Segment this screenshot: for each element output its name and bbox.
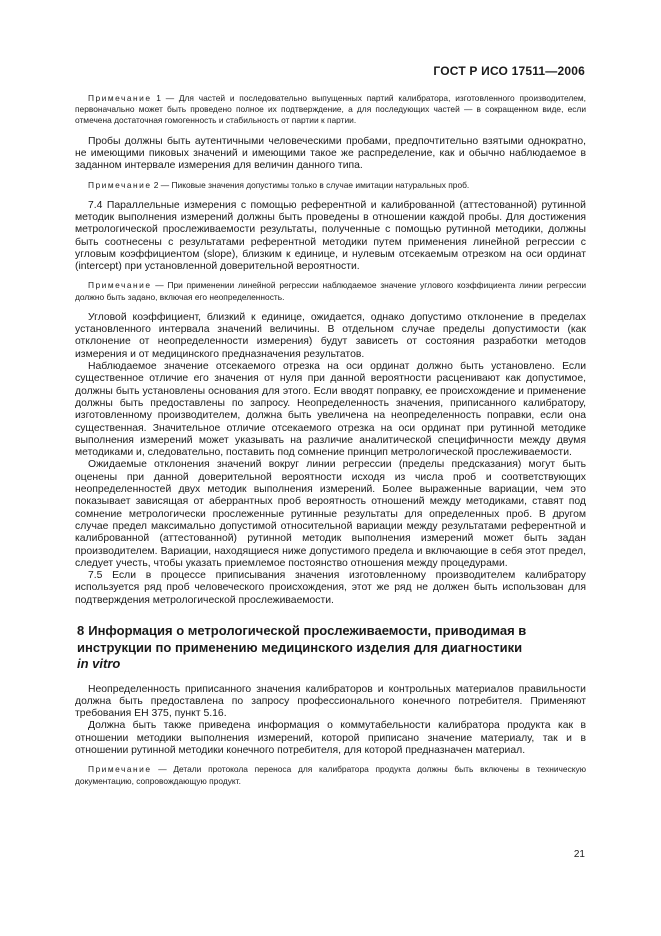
paragraph: Должна быть также приведена информация о коммутабельности калибратора продукта как в отношении методики выполнения измерений, которой приписано значение материалу, так и в отношении рутинной методики конечного потребителя, для которой предназначен материал. bbox=[75, 720, 586, 756]
page-number: 21 bbox=[573, 849, 585, 860]
paragraph: Наблюдаемое значение отсекаемого отрезка на оси ординат должно быть установлено. Если существенное отличие его значения от нуля при данной вероятности расценивают как допустимое, должны быть установлены основания для этого. Если вводят поправку, ее происхождение и применение должны быть предоставлены по запросу. Неопределенность значения, приписанного калибратору, изготовленному производителем, должна быть увеличена на неопределенность поправки, если она существенная. Значительное отличие отсекаемого отрезка на оси ординат при рутинной методике выполнения измерений может указывать на различие аналитической специфичности между двумя методиками и, следовательно, поставить под сомнение принцип метрологической прослеживаемости. bbox=[75, 361, 586, 459]
note-1: Примечание 1 — Для частей и последовательно выпущенных партий калибратора, изготовленного производителем, первоначально может быть проведено полное их подтверждение, а для последующих частей — в сокращенном виде, если отмечена достаточная гомогенность и стабильность от партии к партии. bbox=[75, 93, 586, 126]
clause-7-4: 7.4 Параллельные измерения с помощью референтной и калиброванной (аттестованной) рутинной методик выполнения измерений должны быть проведены в отношении каждой пробы. Для достижения метрологической прослеживаемости результаты, полученные с помощью рутинной методики, должны быть соотнесены с результатами референтной методики путем применения линейной регрессии с угловым коэффициентом (slope), близким к единице, и нулевым отсекаемым отрезком на оси ординат (intercept) при установленной доверительной вероятности. bbox=[75, 199, 586, 273]
clause-7-5: 7.5 Если в процессе приписывания значения изготовленному производителем калибратору используется ряд проб человеческого происхождения, этот же ряд не должен быть использован для подтверждения метрологической прослеживаемости. bbox=[75, 570, 586, 606]
document-header: ГОСТ Р ИСО 17511—2006 bbox=[433, 64, 585, 78]
note-transfer-protocol: Примечание — Детали протокола переноса для калибратора продукта должны быть включены в техническую документацию, сопровождающую продукт. bbox=[75, 764, 586, 786]
paragraph: Угловой коэффициент, близкий к единице, ожидается, однако допустимо отклонение в пределах установленного интервала значений величины. В отдельном случае пределы допустимости (как отклонение от неопределенности измерения) будут зависеть от состояния разработки методов измерения и от медицинского предназначения результатов. bbox=[75, 311, 586, 360]
section-heading-8: 8 Информация о метрологической прослеживаемости, приводимая в инструкции по применению медицинского изделия для диагностики in vitro bbox=[77, 623, 527, 672]
paragraph: Неопределенность приписанного значения калибраторов и контрольных материалов правильности должна быть предоставлена по запросу профессионального конечного потребителя. Применяют требования ЕН 375, пункт 5.16. bbox=[75, 683, 586, 720]
paragraph: Ожидаемые отклонения значений вокруг линии регрессии (пределы предсказания) могут быть оценены при данной доверительной вероятности исходя из числа проб и соответствующих неопределенностей двух методик выполнения измерений. Более выраженные вариации, чем это показывает зависящая от аберрантных проб вероятность отношений между методиками, ставят под сомнение метрологически прослеженные рутинные результаты для определенных проб. В другом случае предел максимально допустимой относительной вариации между результатами референтной и калиброванной (аттестованной) рутинной методик выполнения измерений может быть задан производителем. Вариации, находящиеся ниже допустимого предела и включающие в себя этот предел, следует учесть, чтобы указать приемлемое постоянство отношения между процедурами. bbox=[75, 459, 586, 569]
note-2: Примечание 2 — Пиковые значения допустимы только в случае имитации натуральных проб. bbox=[88, 179, 470, 190]
page-body bbox=[75, 93, 586, 796]
paragraph: Пробы должны быть аутентичными человеческими пробами, предпочтительно взятыми однократно, не имеющими пиковых значений и имеющими такое же распределение, как и обычно наблюдаемое в заданном интервале измерения для величин данного типа. bbox=[75, 135, 586, 172]
note-regression: Примечание — При применении линейной регрессии наблюдаемое значение углового коэффициента линии регрессии должно быть задано, включая его неопределенность. bbox=[75, 280, 586, 302]
